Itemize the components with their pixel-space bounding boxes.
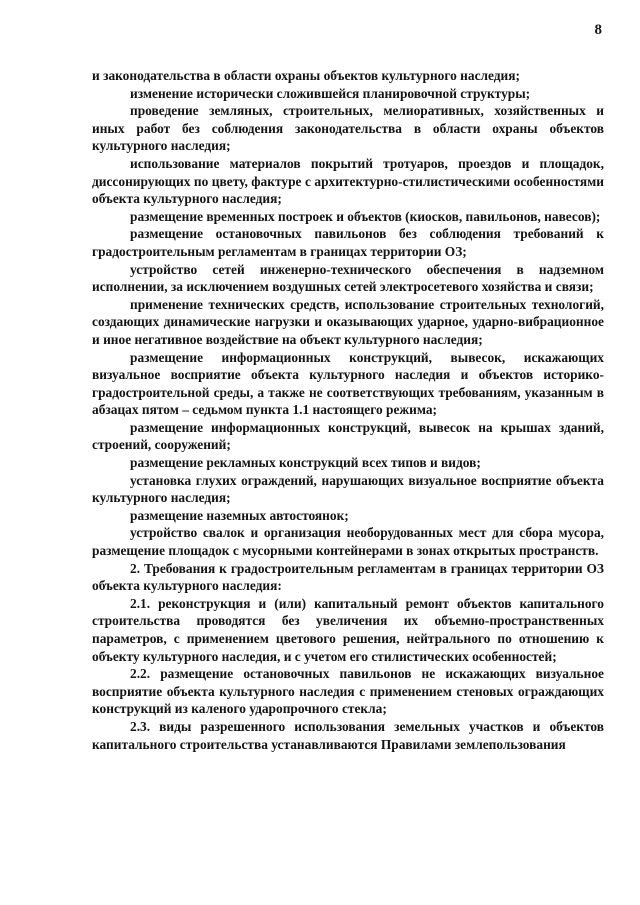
paragraph: 2.2. размещение остановочных павильонов не искажающих визуальное восприятие объекта культурного наследия с применением стеновых ограждающих конструкций из каленого ударопрочного стекла; bbox=[92, 666, 604, 717]
paragraph: установка глухих ограждений, нарушающих визуальное восприятие объекта культурного наследия; bbox=[92, 472, 604, 506]
paragraph: использование материалов покрытий тротуаров, проездов и площадок, диссонирующих по цвету, фактуре с архитектурно-стилистическими особенностями объекта культурного наследия; bbox=[92, 155, 604, 207]
paragraph: размещение наземных автостоянок; bbox=[130, 507, 349, 523]
page-number: 8 bbox=[594, 22, 602, 38]
paragraph: и законодательства в области охраны объектов культурного наследия; bbox=[92, 68, 520, 83]
section-heading: 2. Требования к градостроительным регламентам в границах территории ОЗ объекта культурного наследия: bbox=[92, 560, 604, 594]
paragraph: 2.1. реконструкция и (или) капитальный ремонт объектов капитального строительства проводятся без увеличения их объемно-пространственных параметров, с применением цветового решения, нейтрального по отношению к объекту культурного наследия, и с учетом его стилистических особенностей; bbox=[92, 595, 604, 664]
paragraph: размещение остановочных павильонов без соблюдения требований к градостроительным регламентам в границах территории ОЗ; bbox=[92, 226, 604, 259]
paragraph: устройство свалок и организация необорудованных мест для сбора мусора, размещение площадок с мусорными контейнерами в зонах открытых пространств. bbox=[92, 525, 604, 559]
document-body bbox=[92, 67, 604, 753]
paragraph: 2.3. виды разрешенного использования земельных участков и объектов капитального строительства устанавливаются Правилами землепользования bbox=[92, 718, 604, 752]
paragraph: размещение информационных конструкций, вывесок на крышах зданий, строений, сооружений; bbox=[92, 419, 604, 453]
paragraph: размещение рекламных конструкций всех типов и видов; bbox=[130, 455, 481, 471]
paragraph: размещение информационных конструкций, вывесок, искажающих визуальное восприятие объекта культурного наследия и объектов историко-градостроительной среды, а также не соответствующих требованиям, указанным в абзацах пятом – седьмом пункта 1.1 настоящего режима; bbox=[92, 349, 604, 418]
paragraph: устройство сетей инженерно-технического обеспечения в надземном исполнении, за исключением воздушных сетей электросетевого хозяйства и связи; bbox=[92, 261, 604, 295]
paragraph: проведение земляных, строительных, мелиоративных, хозяйственных и иных работ без соблюдения законодательства в области охраны объектов культурного наследия; bbox=[92, 103, 604, 154]
paragraph: изменение исторически сложившейся планировочной структуры; bbox=[130, 85, 531, 101]
paragraph: применение технических средств, использование строительных технологий, создающих динамические нагрузки и оказывающих ударное, ударно-вибрационное и иное негативное воздействие на объект культурного наследия; bbox=[92, 296, 604, 347]
paragraph: размещение временных построек и объектов (киосков, павильонов, навесов); bbox=[130, 208, 601, 224]
